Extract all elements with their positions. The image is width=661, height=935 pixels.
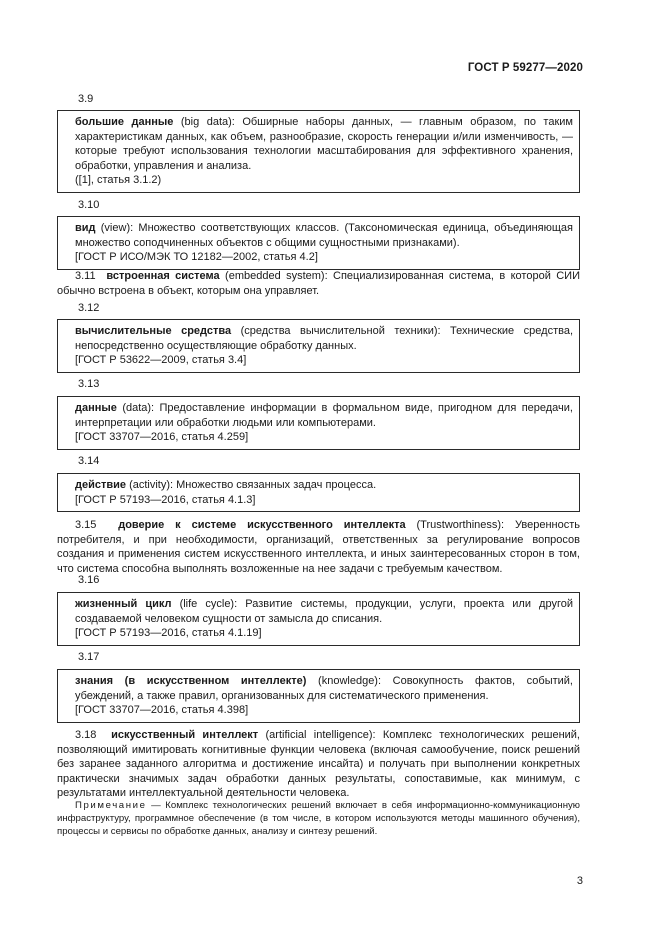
- definition-box: [57, 592, 580, 646]
- definition-paragraph: [57, 728, 580, 801]
- definition-text: (knowledge): Совокупность фактов, событий, убеждений, а также правил, организованных для систематического применения.: [75, 675, 573, 702]
- note-label: Примечание: [75, 800, 147, 811]
- term: вычислительные средства: [75, 325, 232, 337]
- definition-text: (activity): Множество связанных задач процесса.: [126, 479, 377, 491]
- source-reference: [ГОСТ 33707—2016, статья 4.398]: [75, 704, 249, 717]
- term: искусственный интеллект: [111, 729, 259, 741]
- definition-text: (средства вычислительной техники): Технические средства, непосредственно осуществляющие обработку данных.: [75, 325, 573, 352]
- definition-text: (view): Множество соответствующих классов. (Таксономическая единица, объединяющая множество соподчиненных объектов с общими сущностными признаками).: [75, 222, 573, 249]
- definition-text: (life cycle): Развитие системы, продукции, услуги, проекта или другой создаваемой человеком сущности от замысла до списания.: [75, 598, 573, 625]
- definition-box: [57, 396, 580, 450]
- note-text: — Комплекс технологических решений включает в себя информационно-коммуникационную инфраструктуру, программное обеспечение (в том числе, в котором используются методы машинного обучения), процессы и сервисы по обработке данных, анализу и синтезу решений.: [57, 800, 580, 837]
- page-number: 3: [576, 875, 583, 887]
- source-reference: [ГОСТ 33707—2016, статья 4.259]: [75, 431, 249, 444]
- entry-number: 3.18: [75, 729, 97, 741]
- term: данные: [75, 402, 117, 414]
- definition-box: [57, 110, 580, 193]
- definition-paragraph: [57, 518, 580, 576]
- definition-text: (Trustworthiness): Уверенность потребителя, и при необходимости, организаций, ответственных за регулирование вопросов создания и применения систем искусственного интеллекта, и иных заинтересованных сторон в том, что система способна выполнять возложенные на нее задачи с требуемым качеством.: [57, 519, 580, 575]
- definition-box: [57, 319, 580, 373]
- entry-number: 3.13: [78, 378, 100, 390]
- entry-number: 3.11: [75, 270, 96, 282]
- term: большие данные: [75, 116, 174, 128]
- term: действие: [75, 479, 127, 491]
- definition-text: (embedded system): Специализированная система, в которой СИИ обычно встроена в объект, которым она управляет.: [57, 270, 580, 297]
- definition-text: (artificial intelligence): Комплекс технологических решений, позволяющий имитировать когнитивные функции человека (включая самообучение, поиск решений без заранее заданного алгоритма и достижение инсайта) и получать при выполнении конкретных практически значимых задач обработки данных результаты, сопоставимые, как минимум, с результатами интеллектуальной деятельности человека.: [57, 729, 580, 800]
- entry-number: 3.14: [78, 455, 100, 467]
- term: доверие к системе искусственного интеллекта: [118, 519, 406, 531]
- term: жизненный цикл: [75, 598, 172, 610]
- definition-text: (big data): Обширные наборы данных, — главным образом, по таким характеристикам данных, как объем, разнообразие, скорость генерации и/или изменчивость, — которые требуют использования технологии масштабирования для эффективного хранения, обработки, управления и анализа.: [75, 116, 573, 172]
- term: знания (в искусственном интеллекте): [75, 675, 307, 687]
- definition-box: [57, 473, 580, 512]
- source-reference: [ГОСТ Р ИСО/МЭК ТО 12182—2002, статья 4.2]: [75, 251, 318, 264]
- note-paragraph: [57, 799, 580, 838]
- term: вид: [75, 222, 96, 234]
- entry-number: 3.9: [78, 93, 94, 105]
- standard-header: ГОСТ Р 59277—2020: [467, 62, 583, 74]
- source-reference: [ГОСТ Р 53622—2009, статья 3.4]: [75, 354, 247, 367]
- definition-text: (data): Предоставление информации в формальном виде, пригодном для передачи, интерпретации или обработки людьми или компьютерами.: [75, 402, 573, 429]
- entry-number: 3.17: [78, 651, 100, 663]
- source-reference: [ГОСТ Р 57193—2016, статья 4.1.19]: [75, 627, 262, 640]
- entry-number: 3.16: [78, 574, 100, 586]
- definition-paragraph: [57, 269, 580, 298]
- source-reference: ([1], статья 3.1.2): [75, 174, 162, 187]
- definition-box: [57, 216, 580, 270]
- entry-number: 3.10: [78, 199, 100, 211]
- entry-number: 3.15: [75, 519, 97, 531]
- definition-box: [57, 669, 580, 723]
- source-reference: [ГОСТ Р 57193—2016, статья 4.1.3]: [75, 493, 256, 506]
- entry-number: 3.12: [78, 302, 100, 314]
- term: встроенная система: [106, 270, 220, 282]
